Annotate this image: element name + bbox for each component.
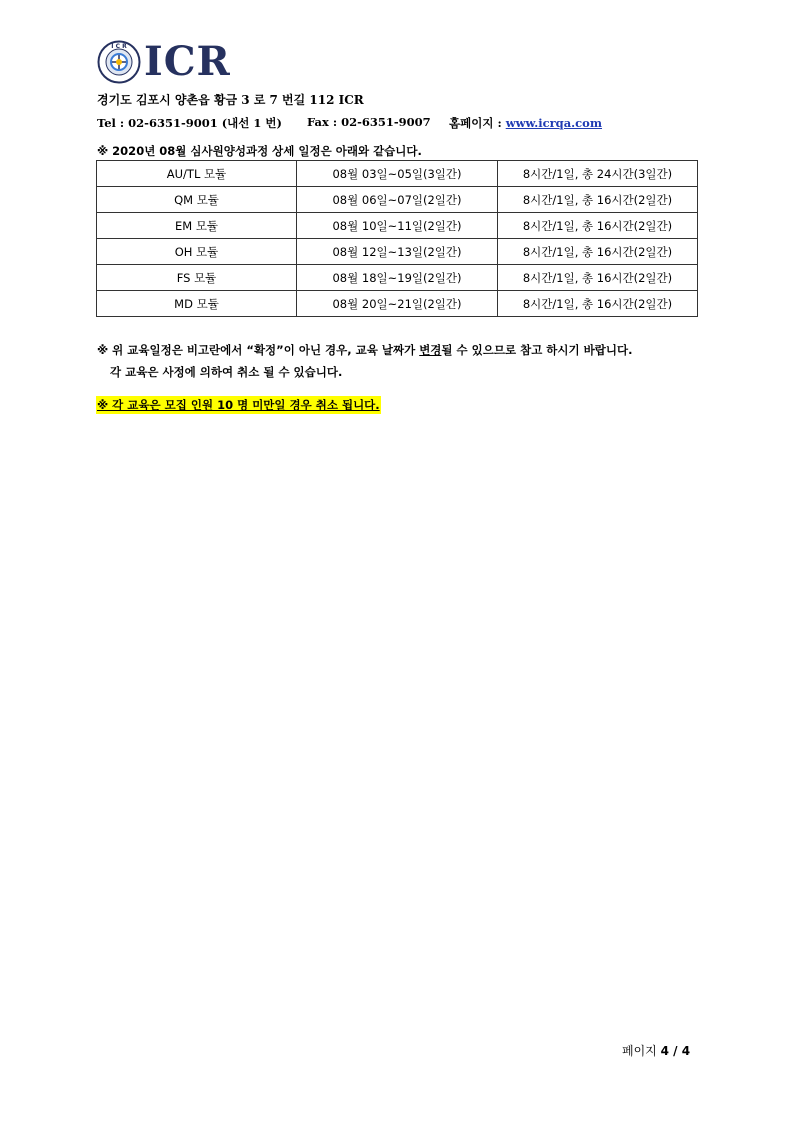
- company-address: 경기도 김포시 양촌읍 황금 3 로 7 번길 112 ICR: [97, 93, 364, 107]
- logo-arc-text: I C R: [111, 43, 127, 50]
- note1-text-before: ※ 위 교육일정은 비고란에서 “확정”이 아닌 경우, 교육 날짜가: [97, 343, 420, 357]
- schedule-table: [96, 160, 698, 317]
- dates-cell: 08월 12일~13일(2일간): [297, 239, 498, 265]
- cancellation-note: 각 교육은 사정에 의하여 취소 될 수 있습니다.: [110, 365, 343, 379]
- note1-underlined-word: 변경: [419, 343, 442, 357]
- module-cell: AU/TL 모듈: [97, 161, 297, 187]
- dates-cell: 08월 10일~11일(2일간): [297, 213, 498, 239]
- table-row: [97, 187, 698, 213]
- module-cell: OH 모듈: [97, 239, 297, 265]
- dates-cell: 08월 20일~21일(2일간): [297, 291, 498, 317]
- homepage: [449, 115, 602, 131]
- module-cell: MD 모듈: [97, 291, 297, 317]
- module-cell: EM 모듈: [97, 213, 297, 239]
- table-row: [97, 291, 698, 317]
- hours-cell: 8시간/1일, 총 16시간(2일간): [498, 213, 698, 239]
- icr-emblem-icon: [97, 40, 141, 84]
- note1-text-after: 될 수 있으므로 참고 하시기 바랍니다.: [441, 343, 633, 357]
- minimum-enrollment-note: ※ 각 교육은 모집 인원 10 명 미만일 경우 취소 됩니다.: [97, 398, 380, 412]
- hours-cell: 8시간/1일, 총 16시간(2일간): [498, 239, 698, 265]
- table-row: [97, 161, 698, 187]
- hours-cell: 8시간/1일, 총 24시간(3일간): [498, 161, 698, 187]
- contact-line: [97, 115, 717, 131]
- table-row: [97, 239, 698, 265]
- dates-cell: 08월 18일~19일(2일간): [297, 265, 498, 291]
- page-label: 페이지: [622, 1044, 657, 1058]
- fax-number: Fax : 02-6351-9007: [307, 115, 431, 129]
- dates-cell: 08월 03일~05일(3일간): [297, 161, 498, 187]
- table-row: [97, 265, 698, 291]
- page-number: [622, 1042, 690, 1059]
- module-cell: FS 모듈: [97, 265, 297, 291]
- dates-cell: 08월 06일~07일(2일간): [297, 187, 498, 213]
- page-value: 4 / 4: [660, 1044, 691, 1058]
- telephone: Tel : 02-6351-9001 (내선 1 번): [97, 116, 282, 130]
- hours-cell: 8시간/1일, 총 16시간(2일간): [498, 265, 698, 291]
- hours-cell: 8시간/1일, 총 16시간(2일간): [498, 187, 698, 213]
- logo-wordmark: ICR: [144, 38, 231, 85]
- hours-cell: 8시간/1일, 총 16시간(2일간): [498, 291, 698, 317]
- table-row: [97, 213, 698, 239]
- homepage-link[interactable]: www.icrqa.com: [505, 116, 603, 130]
- schedule-change-note: [97, 342, 632, 358]
- schedule-intro-note: ※ 2020년 08월 심사원양성과정 상세 일정은 아래와 같습니다.: [97, 144, 422, 158]
- company-logo: [97, 40, 232, 84]
- homepage-label: 홈페이지 :: [449, 116, 502, 130]
- module-cell: QM 모듈: [97, 187, 297, 213]
